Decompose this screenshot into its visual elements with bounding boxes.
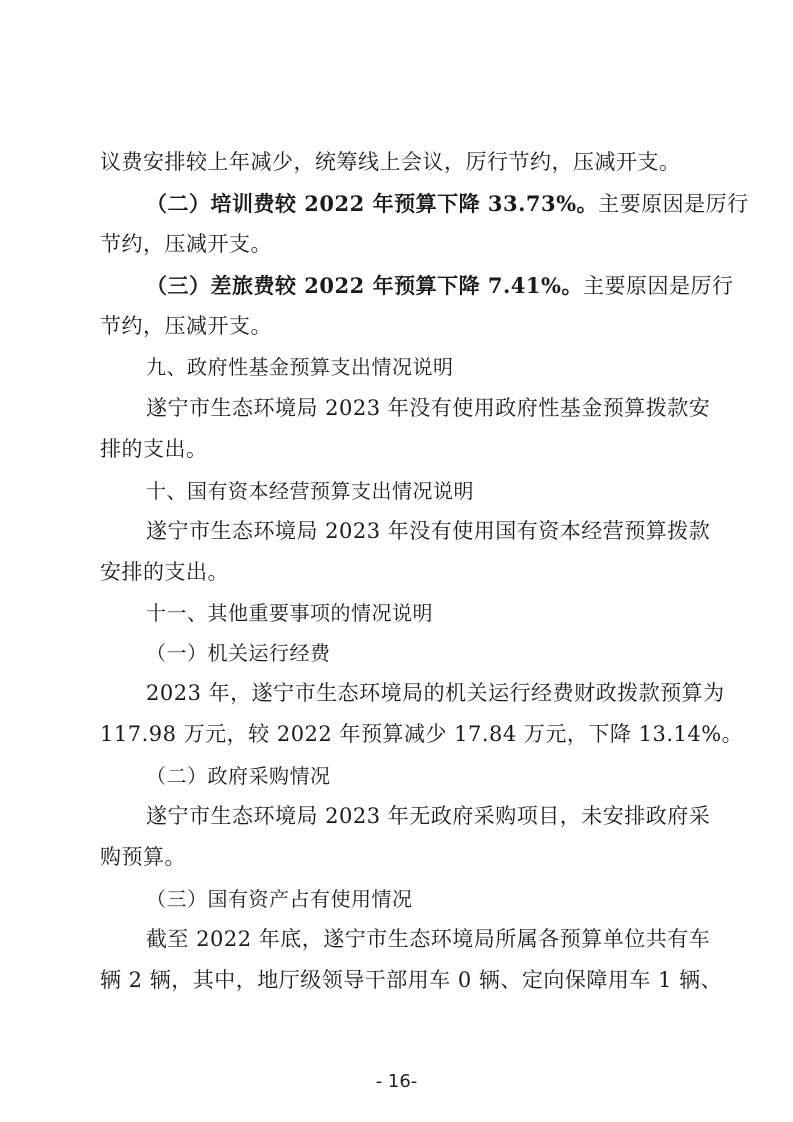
paragraph-line bbox=[0, 311, 793, 341]
training-fee-lead: （二）培训费较 2022 年预算下降 33.73%。 bbox=[146, 191, 599, 216]
travel-fee-reason: 主要原因是厉行 bbox=[582, 274, 734, 298]
text: 遂宁市生态环境局 2023 年无政府采购项目，未安排政府采 bbox=[146, 804, 711, 828]
paragraph-line bbox=[0, 924, 793, 954]
paragraph-line bbox=[0, 719, 793, 749]
text: 购预算。 bbox=[100, 845, 186, 869]
section-heading-11 bbox=[0, 598, 793, 628]
travel-fee-lead: （三）差旅费较 2022 年预算下降 7.41%。 bbox=[146, 273, 583, 298]
paragraph-line bbox=[0, 557, 793, 587]
subsection-heading-state-assets bbox=[0, 884, 793, 914]
paragraph-line bbox=[0, 229, 793, 259]
paragraph-line bbox=[0, 801, 793, 831]
subsection-heading-operating-costs bbox=[0, 638, 793, 668]
paragraph-training-fee bbox=[0, 189, 793, 219]
page-number: - 16- bbox=[375, 1071, 418, 1092]
text: 节约，压减开支。 bbox=[100, 232, 272, 256]
section-heading-10 bbox=[0, 476, 793, 506]
paragraph-line bbox=[0, 842, 793, 872]
paragraph-line bbox=[0, 434, 793, 464]
text: 遂宁市生态环境局 2023 年没有使用政府性基金预算拨款安 bbox=[146, 396, 711, 420]
text: 安排的支出。 bbox=[100, 560, 229, 584]
text: 遂宁市生态环境局 2023 年没有使用国有资本经营预算拨款 bbox=[146, 519, 711, 543]
text: 截至 2022 年底，遂宁市生态环境局所属各预算单位共有车 bbox=[146, 927, 711, 951]
text: 议费安排较上年减少，统筹线上会议，厉行节约，压减开支。 bbox=[100, 150, 681, 174]
heading-text: 九、政府性基金预算支出情况说明 bbox=[146, 355, 454, 379]
text: 2023 年，遂宁市生态环境局的机关运行经费财政拨款预算为 bbox=[146, 681, 725, 705]
heading-text: （二）政府采购情况 bbox=[146, 764, 331, 788]
paragraph-line bbox=[0, 393, 793, 423]
text: 节约，压减开支。 bbox=[100, 314, 272, 338]
paragraph-line bbox=[0, 147, 793, 177]
text: 117.98 万元，较 2022 年预算减少 17.84 万元，下降 13.14%。 bbox=[100, 722, 744, 746]
subsection-heading-procurement bbox=[0, 761, 793, 791]
paragraph-line bbox=[0, 678, 793, 708]
heading-text: 十一、其他重要事项的情况说明 bbox=[146, 601, 433, 625]
text: 排的支出。 bbox=[100, 437, 208, 461]
heading-text: 十、国有资本经营预算支出情况说明 bbox=[146, 479, 474, 503]
text: 辆 2 辆，其中，地厅级领导干部用车 0 辆、定向保障用车 1 辆、 bbox=[100, 968, 723, 992]
section-heading-9 bbox=[0, 352, 793, 382]
paragraph-line bbox=[0, 965, 793, 995]
heading-text: （一）机关运行经费 bbox=[146, 641, 331, 665]
paragraph-line bbox=[0, 516, 793, 546]
training-fee-reason: 主要原因是厉行 bbox=[598, 192, 749, 216]
heading-text: （三）国有资产占有使用情况 bbox=[146, 887, 413, 911]
paragraph-travel-fee bbox=[0, 271, 793, 301]
